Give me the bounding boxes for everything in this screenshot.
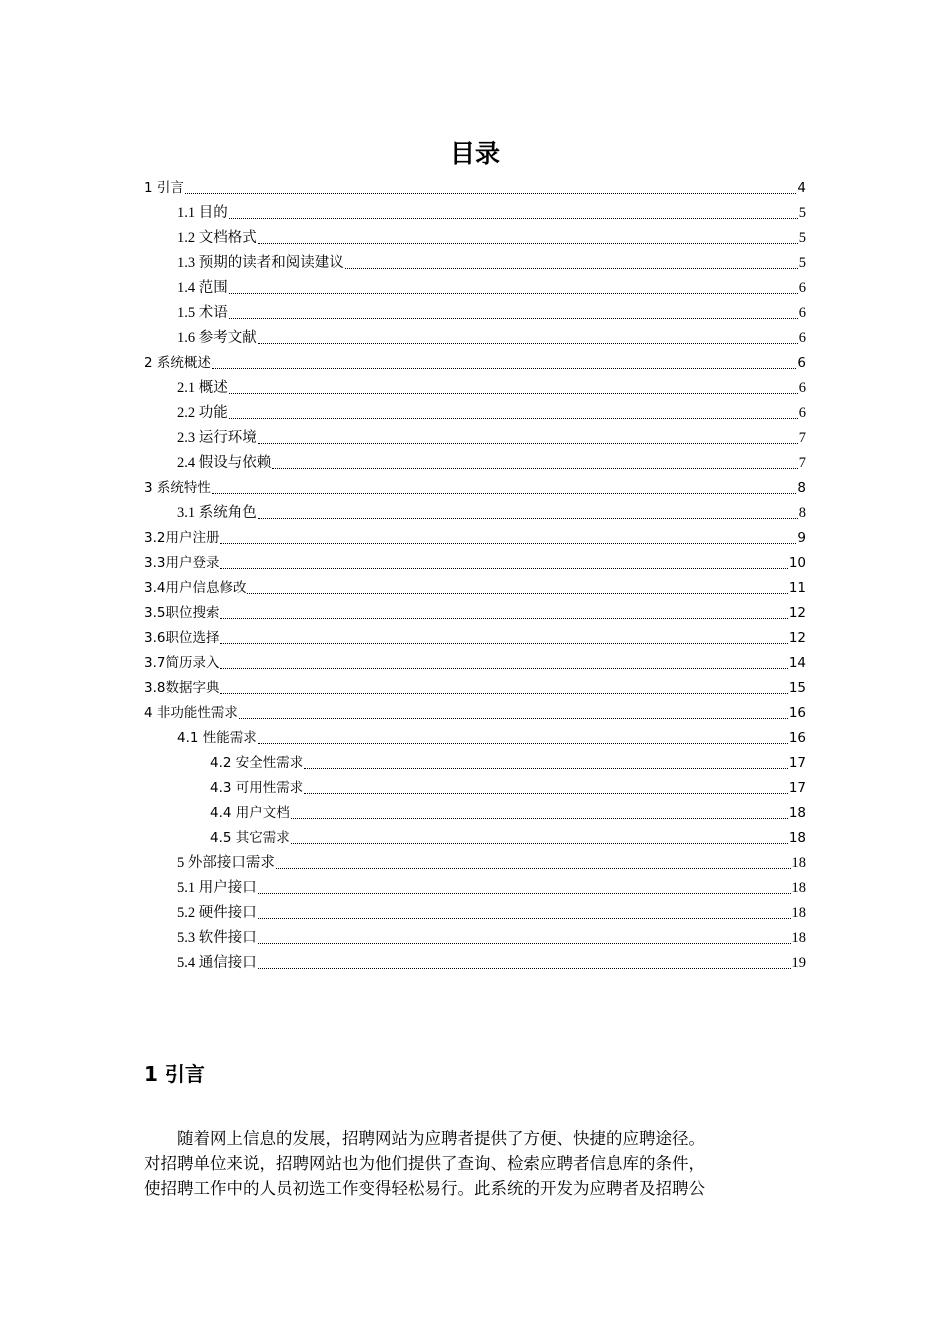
body-paragraph	[144, 1126, 809, 1201]
toc-entry[interactable]: 3.3用户登录 10	[144, 555, 806, 571]
section-heading: 1 引言	[144, 1062, 205, 1086]
toc-entry[interactable]: 1.6 参考文献 6	[177, 330, 806, 346]
toc-entry[interactable]: 5.2 硬件接口 18	[177, 905, 806, 921]
dot-leader	[229, 418, 798, 419]
dot-leader	[258, 968, 791, 969]
dot-leader	[212, 368, 797, 369]
toc-entry[interactable]: 3 系统特性 8	[144, 480, 806, 496]
toc-entry[interactable]: 1.2 文档格式 5	[177, 230, 806, 246]
dot-leader	[258, 918, 791, 919]
toc-entry[interactable]: 4 非功能性需求 16	[144, 705, 806, 721]
paragraph-line: 对招聘单位来说，招聘网站也为他们提供了查询、检索应聘者信息库的条件，	[144, 1154, 705, 1173]
dot-leader	[258, 443, 798, 444]
dot-leader	[291, 818, 788, 819]
dot-leader	[220, 543, 796, 544]
paragraph-line: 使招聘工作中的人员初选工作变得轻松易行。此系统的开发为应聘者及招聘公	[144, 1179, 705, 1198]
dot-leader	[276, 868, 791, 869]
dot-leader	[229, 218, 798, 219]
dot-leader	[185, 193, 797, 194]
toc-entry[interactable]: 1 引言 4	[144, 180, 806, 196]
toc-entry[interactable]: 4.3 可用性需求 17	[210, 780, 806, 796]
toc-entry[interactable]: 1.1 目的 5	[177, 205, 806, 221]
dot-leader	[220, 668, 787, 669]
paragraph-line: 随着网上信息的发展，招聘网站为应聘者提供了方便、快捷的应聘途径。	[177, 1129, 705, 1148]
dot-leader	[220, 643, 787, 644]
dot-leader	[220, 618, 787, 619]
toc-entry[interactable]: 2.4 假设与依赖 7	[177, 455, 806, 471]
toc-entry[interactable]: 5.1 用户接口 18	[177, 880, 806, 896]
toc-entry[interactable]: 1.3 预期的读者和阅读建议 5	[177, 255, 806, 271]
toc-entry[interactable]: 2.1 概述 6	[177, 380, 806, 396]
dot-leader	[229, 293, 798, 294]
toc-entry[interactable]: 2.2 功能 6	[177, 405, 806, 421]
toc-entry[interactable]: 2 系统概述 6	[144, 355, 806, 371]
toc-entry[interactable]: 5 外部接口需求 18	[177, 855, 806, 871]
toc-title: 目录	[449, 139, 500, 168]
dot-leader	[258, 343, 798, 344]
dot-leader	[304, 768, 788, 769]
toc-entry[interactable]: 3.4用户信息修改 11	[144, 580, 806, 596]
toc-entry[interactable]: 3.8数据字典 15	[144, 680, 806, 696]
toc-entry[interactable]: 2.3 运行环境 7	[177, 430, 806, 446]
toc-entry[interactable]: 4.4 用户文档 18	[210, 805, 806, 821]
toc-entry[interactable]: 3.1 系统角色 8	[177, 505, 806, 521]
dot-leader	[304, 793, 788, 794]
dot-leader	[258, 743, 788, 744]
dot-leader	[258, 243, 798, 244]
toc-entry[interactable]: 3.5职位搜索 12	[144, 605, 806, 621]
toc-entry[interactable]: 4.1 性能需求 16	[177, 730, 806, 746]
dot-leader	[229, 318, 798, 319]
toc-entry[interactable]: 1.5 术语 6	[177, 305, 806, 321]
toc-entry[interactable]: 3.2用户注册 9	[144, 530, 806, 546]
dot-leader	[239, 718, 788, 719]
dot-leader	[212, 493, 797, 494]
dot-leader	[229, 393, 798, 394]
toc-entry[interactable]: 4.2 安全性需求 17	[210, 755, 806, 771]
dot-leader	[258, 943, 791, 944]
toc-entry[interactable]: 5.4 通信接口 19	[177, 955, 806, 971]
toc-entry[interactable]: 3.6职位选择 12	[144, 630, 806, 646]
toc-entry[interactable]: 3.7简历录入 14	[144, 655, 806, 671]
dot-leader	[272, 468, 798, 469]
dot-leader	[258, 893, 791, 894]
toc-entry[interactable]: 5.3 软件接口 18	[177, 930, 806, 946]
dot-leader	[247, 593, 787, 594]
toc-entry[interactable]: 4.5 其它需求 18	[210, 830, 806, 846]
dot-leader	[258, 518, 798, 519]
dot-leader	[220, 568, 787, 569]
dot-leader	[345, 268, 798, 269]
dot-leader	[220, 693, 787, 694]
dot-leader	[291, 843, 788, 844]
toc-entry[interactable]: 1.4 范围 6	[177, 280, 806, 296]
